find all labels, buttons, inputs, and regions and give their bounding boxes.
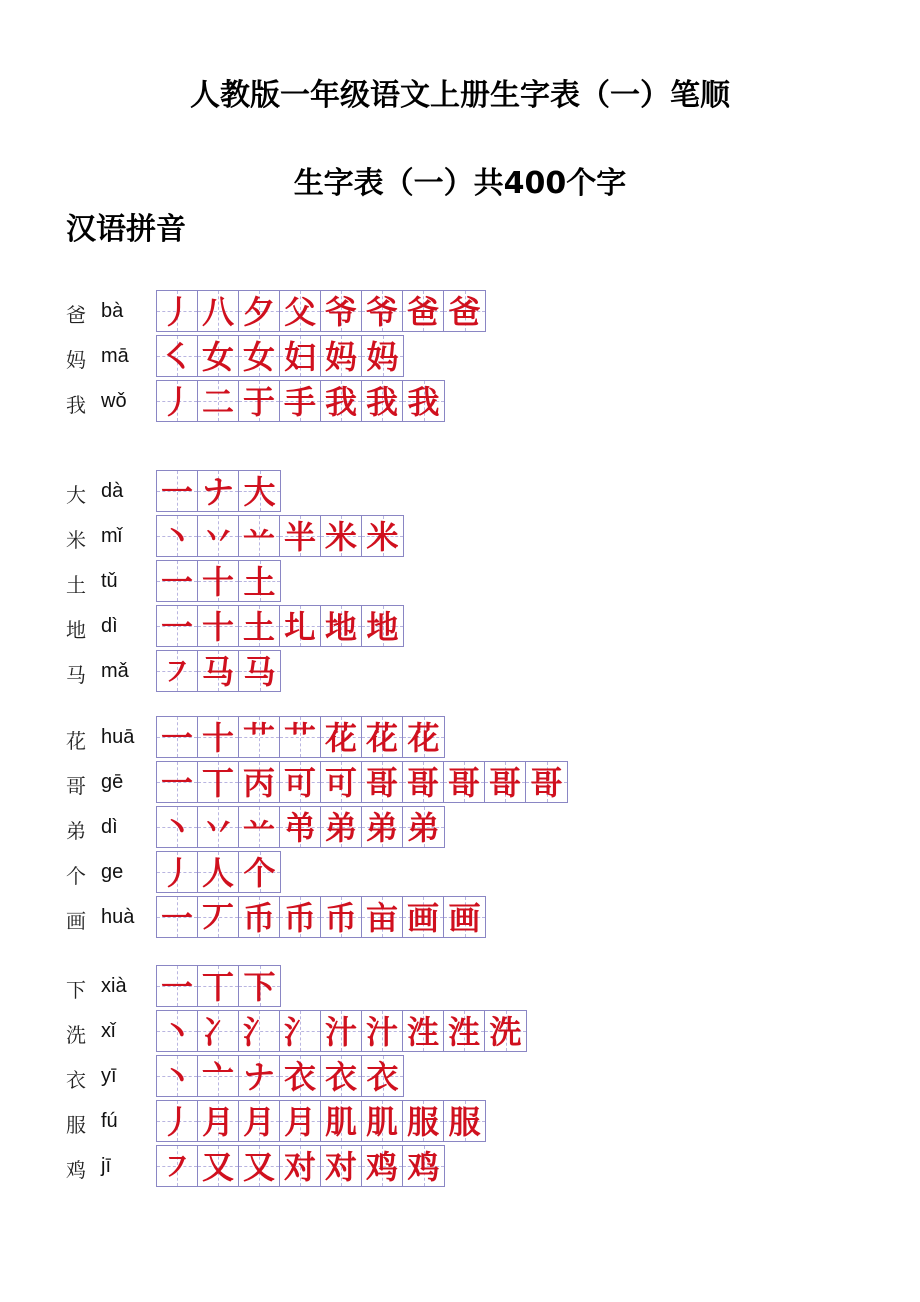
stroke-step-glyph: 下 xyxy=(243,968,276,1006)
stroke-step-glyph: 弟 xyxy=(324,809,357,847)
stroke-step-cell xyxy=(239,381,280,421)
stroke-step-cell xyxy=(198,1011,239,1051)
character-label: 大 xyxy=(66,483,86,507)
stroke-step-glyph: 圠 xyxy=(283,608,316,646)
stroke-step-glyph: 夕 xyxy=(242,293,275,331)
stroke-step-glyph: 一 xyxy=(160,608,193,646)
stroke-step-glyph: 丅 xyxy=(201,968,234,1006)
stroke-step-cell xyxy=(239,1011,280,1051)
stroke-step-glyph: 冫 xyxy=(201,1013,234,1051)
stroke-step-glyph: 洗 xyxy=(489,1013,522,1051)
stroke-step-glyph: 衣 xyxy=(283,1058,316,1096)
stroke-step-glyph: 八 xyxy=(201,293,234,331)
stroke-step-cell xyxy=(403,762,444,802)
stroke-step-glyph: 丶 xyxy=(160,518,193,556)
stroke-order-strip xyxy=(156,851,281,893)
stroke-step-cell xyxy=(362,336,403,376)
stroke-step-cell xyxy=(280,291,321,331)
stroke-step-cell xyxy=(444,1101,485,1141)
stroke-step-cell xyxy=(403,291,444,331)
stroke-step-glyph: 女 xyxy=(242,338,275,376)
pinyin-label: yī xyxy=(101,1065,117,1087)
stroke-step-cell xyxy=(239,606,280,646)
pinyin-label: bà xyxy=(101,300,124,322)
stroke-step-cell xyxy=(362,897,403,937)
stroke-step-cell xyxy=(403,381,444,421)
stroke-step-cell xyxy=(239,561,280,601)
stroke-step-glyph: 币 xyxy=(324,899,357,937)
stroke-step-glyph: 又 xyxy=(201,1148,234,1186)
stroke-step-glyph: 手 xyxy=(283,383,316,421)
stroke-step-cell xyxy=(321,516,362,556)
stroke-step-cell xyxy=(403,1101,444,1141)
stroke-step-cell xyxy=(239,651,280,691)
character-label: 服 xyxy=(66,1113,86,1137)
stroke-step-glyph: 肌 xyxy=(365,1103,398,1141)
stroke-step-glyph: 氵 xyxy=(283,1013,316,1051)
character-label: 妈 xyxy=(66,348,86,372)
stroke-step-cell xyxy=(280,717,321,757)
stroke-order-strip xyxy=(156,896,486,938)
stroke-step-cell xyxy=(403,1146,444,1186)
page-subtitle: 生字表（一）共400个字 xyxy=(293,166,627,201)
stroke-order-strip xyxy=(156,290,486,332)
stroke-step-cell xyxy=(321,762,362,802)
pinyin-label: huà xyxy=(101,906,135,928)
stroke-step-cell xyxy=(321,1101,362,1141)
stroke-step-cell xyxy=(362,717,403,757)
stroke-step-glyph: ㇇ xyxy=(160,1148,193,1186)
pinyin-label: dà xyxy=(101,480,124,502)
stroke-step-cell xyxy=(157,651,198,691)
stroke-step-cell xyxy=(362,762,403,802)
pinyin-label: mǎ xyxy=(101,660,129,682)
stroke-step-glyph: 妇 xyxy=(283,338,316,376)
character-label: 画 xyxy=(66,909,86,933)
stroke-step-cell xyxy=(157,762,198,802)
stroke-step-glyph: 亠 xyxy=(201,1058,234,1096)
stroke-step-cell xyxy=(157,966,198,1006)
stroke-step-cell xyxy=(280,336,321,376)
pinyin-label: wǒ xyxy=(101,390,127,412)
stroke-step-glyph: 哥 xyxy=(365,764,398,802)
stroke-step-glyph: 哥 xyxy=(488,764,521,802)
stroke-step-glyph: 一 xyxy=(160,968,193,1006)
stroke-step-glyph: 肌 xyxy=(324,1103,357,1141)
pinyin-label: ge xyxy=(101,861,124,883)
stroke-step-glyph: 衣 xyxy=(366,1058,399,1096)
stroke-step-glyph: 米 xyxy=(366,518,399,556)
character-label: 爸 xyxy=(66,303,86,327)
stroke-step-glyph: 币 xyxy=(283,899,316,937)
stroke-step-cell xyxy=(321,717,362,757)
stroke-step-cell xyxy=(444,897,485,937)
stroke-step-glyph: 丆 xyxy=(201,899,234,937)
stroke-step-cell xyxy=(362,1146,403,1186)
stroke-step-cell xyxy=(403,897,444,937)
stroke-step-cell xyxy=(280,762,321,802)
stroke-step-cell xyxy=(280,516,321,556)
character-label: 地 xyxy=(66,618,86,642)
stroke-step-glyph: 可 xyxy=(324,764,357,802)
character-label: 花 xyxy=(66,729,86,753)
stroke-step-glyph: ㇇ xyxy=(160,653,193,691)
stroke-step-cell xyxy=(198,471,239,511)
stroke-step-cell xyxy=(239,852,280,892)
stroke-step-glyph: 地 xyxy=(324,608,357,646)
stroke-step-glyph: 哥 xyxy=(447,764,480,802)
pinyin-label: tǔ xyxy=(101,570,118,592)
stroke-step-glyph: 䒑 xyxy=(242,518,275,556)
stroke-order-strip xyxy=(156,806,445,848)
stroke-step-glyph: 妈 xyxy=(324,338,357,376)
stroke-step-cell xyxy=(526,762,567,802)
stroke-step-cell xyxy=(485,1011,526,1051)
stroke-step-cell xyxy=(321,336,362,376)
stroke-step-cell xyxy=(198,852,239,892)
stroke-step-glyph: 妈 xyxy=(366,338,399,376)
stroke-step-glyph: 月 xyxy=(242,1103,275,1141)
stroke-step-glyph: 月 xyxy=(201,1103,234,1141)
stroke-step-glyph: 马 xyxy=(201,653,234,691)
stroke-step-cell xyxy=(280,606,321,646)
stroke-step-glyph: 鸡 xyxy=(407,1148,440,1186)
stroke-step-cell xyxy=(157,606,198,646)
pinyin-label: dì xyxy=(101,615,118,637)
character-label: 鸡 xyxy=(66,1158,86,1182)
stroke-step-glyph: 泩 xyxy=(406,1013,439,1051)
stroke-step-glyph: 爸 xyxy=(448,293,481,331)
stroke-step-glyph: 一 xyxy=(160,899,193,937)
stroke-step-cell xyxy=(403,807,444,847)
stroke-step-glyph: 丷 xyxy=(201,518,234,556)
stroke-step-glyph: 可 xyxy=(283,764,316,802)
stroke-step-cell xyxy=(239,291,280,331)
stroke-step-glyph: 服 xyxy=(448,1103,481,1141)
stroke-step-glyph: 一 xyxy=(160,473,193,511)
stroke-step-cell xyxy=(239,717,280,757)
stroke-step-glyph: 于 xyxy=(242,383,275,421)
section-heading: 汉语拼音 xyxy=(66,212,186,247)
character-label: 哥 xyxy=(66,774,86,798)
stroke-step-glyph: 丷 xyxy=(201,809,234,847)
stroke-step-glyph: ナ xyxy=(242,1058,275,1096)
stroke-step-glyph: 十 xyxy=(201,563,234,601)
stroke-step-cell xyxy=(239,807,280,847)
character-label: 下 xyxy=(66,978,86,1002)
stroke-step-cell xyxy=(157,717,198,757)
character-label: 土 xyxy=(66,573,86,597)
stroke-step-glyph: 父 xyxy=(283,293,316,331)
stroke-step-cell xyxy=(362,381,403,421)
stroke-step-glyph: 个 xyxy=(243,854,276,892)
stroke-order-strip xyxy=(156,380,445,422)
stroke-step-cell xyxy=(157,1011,198,1051)
character-label: 衣 xyxy=(66,1068,86,1092)
stroke-step-cell xyxy=(321,807,362,847)
stroke-step-cell xyxy=(239,1146,280,1186)
stroke-step-glyph: 服 xyxy=(406,1103,439,1141)
stroke-step-cell xyxy=(198,381,239,421)
stroke-step-cell xyxy=(239,966,280,1006)
stroke-step-glyph: ナ xyxy=(201,473,234,511)
stroke-step-cell xyxy=(403,717,444,757)
stroke-step-glyph: 马 xyxy=(243,653,276,691)
stroke-step-glyph: 氵 xyxy=(242,1013,275,1051)
stroke-step-glyph: 丅 xyxy=(201,764,234,802)
stroke-step-cell xyxy=(280,381,321,421)
stroke-step-cell xyxy=(157,561,198,601)
stroke-step-glyph: 弟 xyxy=(365,809,398,847)
stroke-step-glyph: 丿 xyxy=(160,1103,193,1141)
stroke-step-cell xyxy=(280,1101,321,1141)
stroke-step-cell xyxy=(198,561,239,601)
stroke-step-glyph: 泩 xyxy=(447,1013,480,1051)
stroke-step-glyph: 一 xyxy=(160,764,193,802)
stroke-order-strip xyxy=(156,335,404,377)
stroke-step-cell xyxy=(444,291,485,331)
stroke-step-cell xyxy=(239,336,280,376)
stroke-step-cell xyxy=(198,717,239,757)
stroke-step-cell xyxy=(362,291,403,331)
pinyin-label: jī xyxy=(101,1155,111,1177)
stroke-step-cell xyxy=(321,1146,362,1186)
character-label: 个 xyxy=(66,864,86,888)
stroke-step-glyph: 二 xyxy=(201,383,234,421)
stroke-step-glyph: 汁 xyxy=(365,1013,398,1051)
stroke-step-glyph: 艹 xyxy=(283,719,316,757)
stroke-step-glyph: 一 xyxy=(160,563,193,601)
character-label: 米 xyxy=(66,528,86,552)
stroke-order-strip xyxy=(156,470,281,512)
character-label: 洗 xyxy=(66,1023,86,1047)
stroke-step-cell xyxy=(280,897,321,937)
stroke-step-glyph: 衣 xyxy=(324,1058,357,1096)
stroke-step-cell xyxy=(362,1056,403,1096)
stroke-step-cell xyxy=(157,1056,198,1096)
stroke-step-cell xyxy=(239,516,280,556)
stroke-step-glyph: 画 xyxy=(406,899,439,937)
stroke-step-cell xyxy=(198,897,239,937)
stroke-step-cell xyxy=(239,762,280,802)
stroke-step-cell xyxy=(157,381,198,421)
stroke-step-cell xyxy=(198,651,239,691)
stroke-step-glyph: 爷 xyxy=(365,293,398,331)
stroke-step-cell xyxy=(198,336,239,376)
stroke-step-cell xyxy=(362,1011,403,1051)
stroke-step-cell xyxy=(198,807,239,847)
stroke-step-glyph: 花 xyxy=(365,719,398,757)
pinyin-label: xià xyxy=(101,975,127,997)
stroke-step-cell xyxy=(321,1011,362,1051)
pinyin-label: gē xyxy=(101,771,124,793)
stroke-step-cell xyxy=(198,762,239,802)
stroke-step-cell xyxy=(239,1101,280,1141)
pinyin-label: xǐ xyxy=(101,1020,116,1042)
stroke-step-cell xyxy=(157,1146,198,1186)
stroke-order-strip xyxy=(156,1010,527,1052)
stroke-step-glyph: 女 xyxy=(201,338,234,376)
stroke-step-glyph: 对 xyxy=(324,1148,357,1186)
stroke-step-glyph: 我 xyxy=(365,383,398,421)
stroke-step-glyph: 地 xyxy=(366,608,399,646)
stroke-step-glyph: 丶 xyxy=(160,1058,193,1096)
stroke-step-glyph: 丿 xyxy=(160,293,193,331)
pinyin-label: mā xyxy=(101,345,129,367)
pinyin-label: fú xyxy=(101,1110,118,1132)
stroke-order-strip xyxy=(156,605,404,647)
stroke-step-cell xyxy=(198,1056,239,1096)
stroke-step-glyph: 我 xyxy=(324,383,357,421)
stroke-step-cell xyxy=(362,516,403,556)
stroke-order-strip xyxy=(156,1055,404,1097)
stroke-step-glyph: ㇛ xyxy=(160,338,193,376)
stroke-step-cell xyxy=(321,606,362,646)
stroke-step-glyph: 对 xyxy=(283,1148,316,1186)
stroke-step-cell xyxy=(157,336,198,376)
stroke-step-glyph: 大 xyxy=(243,473,276,511)
stroke-step-cell xyxy=(157,471,198,511)
character-label: 我 xyxy=(66,393,86,417)
stroke-step-cell xyxy=(362,1101,403,1141)
stroke-step-glyph: 艹 xyxy=(242,719,275,757)
stroke-step-glyph: 䒑 xyxy=(242,809,275,847)
stroke-step-cell xyxy=(321,291,362,331)
pinyin-label: dì xyxy=(101,816,118,838)
pinyin-label: huā xyxy=(101,726,135,748)
stroke-order-strip xyxy=(156,560,281,602)
page-title: 人教版一年级语文上册生字表（一）笔顺 xyxy=(190,78,730,113)
stroke-order-strip xyxy=(156,965,281,1007)
stroke-step-glyph: 我 xyxy=(407,383,440,421)
stroke-order-strip xyxy=(156,716,445,758)
character-label: 弟 xyxy=(66,819,86,843)
stroke-step-cell xyxy=(157,807,198,847)
stroke-step-cell xyxy=(321,1056,362,1096)
stroke-step-glyph: 丶 xyxy=(160,1013,193,1051)
stroke-step-cell xyxy=(280,1056,321,1096)
stroke-step-glyph: 花 xyxy=(324,719,357,757)
stroke-order-strip xyxy=(156,1100,486,1142)
stroke-step-glyph: 弚 xyxy=(283,809,316,847)
stroke-step-cell xyxy=(280,807,321,847)
stroke-order-strip xyxy=(156,650,281,692)
stroke-step-glyph: 土 xyxy=(242,608,275,646)
stroke-step-glyph: 汁 xyxy=(324,1013,357,1051)
stroke-step-glyph: 十 xyxy=(201,719,234,757)
stroke-step-glyph: 爸 xyxy=(406,293,439,331)
stroke-step-glyph: 月 xyxy=(283,1103,316,1141)
stroke-order-strip xyxy=(156,515,404,557)
stroke-step-glyph: 画 xyxy=(448,899,481,937)
stroke-step-cell xyxy=(157,516,198,556)
stroke-step-cell xyxy=(239,1056,280,1096)
stroke-step-cell xyxy=(444,1011,485,1051)
stroke-step-glyph: 十 xyxy=(201,608,234,646)
stroke-step-cell xyxy=(157,291,198,331)
stroke-step-cell xyxy=(485,762,526,802)
stroke-step-cell xyxy=(198,966,239,1006)
stroke-step-glyph: 哥 xyxy=(530,764,563,802)
stroke-step-cell xyxy=(157,852,198,892)
stroke-step-cell xyxy=(157,897,198,937)
stroke-step-glyph: 丙 xyxy=(242,764,275,802)
stroke-order-strip xyxy=(156,1145,445,1187)
stroke-step-cell xyxy=(198,1146,239,1186)
stroke-step-cell xyxy=(198,516,239,556)
stroke-step-cell xyxy=(239,897,280,937)
stroke-step-glyph: 丿 xyxy=(160,383,193,421)
stroke-step-glyph: 米 xyxy=(324,518,357,556)
stroke-step-glyph: 花 xyxy=(407,719,440,757)
stroke-step-cell xyxy=(362,606,403,646)
stroke-step-cell xyxy=(239,471,280,511)
stroke-step-glyph: 丿 xyxy=(160,854,193,892)
stroke-step-glyph: 一 xyxy=(160,719,193,757)
stroke-step-cell xyxy=(321,897,362,937)
stroke-step-glyph: 爷 xyxy=(324,293,357,331)
stroke-step-glyph: 哥 xyxy=(406,764,439,802)
stroke-step-cell xyxy=(280,1011,321,1051)
stroke-step-glyph: 半 xyxy=(283,518,316,556)
stroke-step-cell xyxy=(198,606,239,646)
stroke-step-cell xyxy=(362,807,403,847)
stroke-step-glyph: 亩 xyxy=(365,899,398,937)
stroke-step-glyph: 鸡 xyxy=(365,1148,398,1186)
stroke-step-cell xyxy=(280,1146,321,1186)
stroke-step-cell xyxy=(321,381,362,421)
stroke-order-strip xyxy=(156,761,568,803)
stroke-step-glyph: 又 xyxy=(242,1148,275,1186)
stroke-step-glyph: 人 xyxy=(201,854,234,892)
pinyin-label: mǐ xyxy=(101,525,123,547)
stroke-step-cell xyxy=(444,762,485,802)
stroke-step-cell xyxy=(198,1101,239,1141)
stroke-step-cell xyxy=(198,291,239,331)
stroke-step-glyph: 弟 xyxy=(407,809,440,847)
stroke-step-glyph: 土 xyxy=(243,563,276,601)
stroke-step-glyph: 币 xyxy=(242,899,275,937)
stroke-step-glyph: 丶 xyxy=(160,809,193,847)
character-label: 马 xyxy=(66,663,86,687)
stroke-step-cell xyxy=(403,1011,444,1051)
stroke-step-cell xyxy=(157,1101,198,1141)
